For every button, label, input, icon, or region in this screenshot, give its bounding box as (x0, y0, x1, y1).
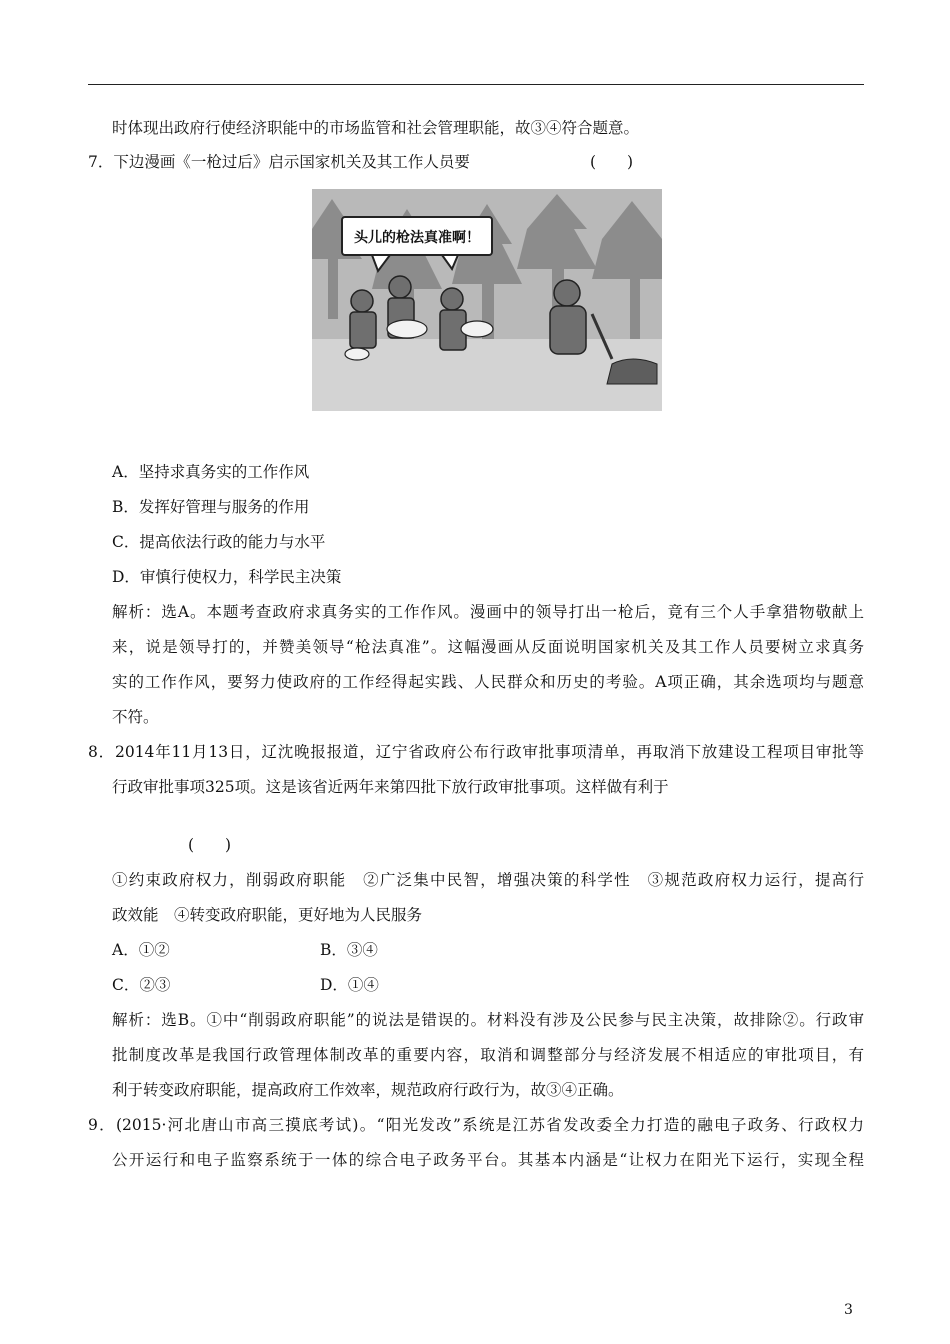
q8-answer-paren: ( ) (188, 836, 232, 854)
cartoon-image (312, 189, 662, 411)
header-rule (88, 84, 864, 85)
q7-analysis-line: 实的工作作风，要努力使政府的工作经得起实践、人民群众和历史的考验。A项正确，其余选项均与题意 (112, 673, 864, 691)
q8-statement-line: 政效能 ④转变政府职能，更好地为人民服务 (112, 906, 423, 924)
q7-analysis-line: 不符。 (112, 708, 159, 726)
q8-analysis-line: 批制度改革是我国行政管理体制改革的重要内容，取消和调整部分与经济发展不相适应的审批项目，有 (112, 1046, 864, 1064)
q9-stem-line: 9．(2015·河北唐山市高三摸底考试)。“阳光发改”系统是江苏省发改委全力打造的融电子政务、行政权力 (88, 1116, 864, 1134)
q8-option-d: D．①④ (320, 976, 379, 994)
q9-stem-line: 公开运行和电子监察系统于一体的综合电子政务平台。其基本内涵是“让权力在阳光下运行，实现全程 (112, 1151, 864, 1169)
q8-option-b: B．③④ (320, 941, 378, 959)
q7-option-d: D．审慎行使权力，科学民主决策 (112, 568, 342, 586)
q8-statement-line: ①约束政府权力，削弱政府职能 ②广泛集中民智，增强决策的科学性 ③规范政府权力运行，提高行 (112, 871, 864, 889)
q7-option-c: C．提高依法行政的能力与水平 (112, 533, 326, 551)
q8-stem-line: 8．2014年11月13日，辽沈晚报报道，辽宁省政府公布行政审批事项清单，再取消下放建设工程项目审批等 (88, 743, 864, 761)
q7-analysis-line: 来，说是领导打的，并赞美领导“枪法真准”。这幅漫画从反面说明国家机关及其工作人员要树立求真务 (112, 638, 864, 656)
q7-option-b: B．发挥好管理与服务的作用 (112, 498, 310, 516)
cartoon-caption: 头儿的枪法真准啊！ (354, 230, 480, 246)
q8-analysis-line: 解析：选B。①中“削弱政府职能”的说法是错误的。材料没有涉及公民参与民主决策，故排除②。行政审 (112, 1011, 864, 1029)
page-number: 3 (844, 1302, 853, 1318)
q8-option-c: C．②③ (112, 976, 171, 994)
q8-analysis-line: 利于转变政府职能，提高政府工作效率，规范政府行政行为，故③④正确。 (112, 1081, 624, 1099)
q7-option-a: A．坚持求真务实的工作作风 (112, 463, 310, 481)
q7-analysis-line: 解析：选A。本题考查政府求真务实的工作作风。漫画中的领导打出一枪后，竟有三个人手拿猎物敬献上 (112, 603, 864, 621)
q7-stem: 7．下边漫画《一枪过后》启示国家机关及其工作人员要 (88, 153, 470, 171)
continued-text: 时体现出政府行使经济职能中的市场监管和社会管理职能，故③④符合题意。 (112, 119, 640, 137)
q8-option-a: A．①② (112, 941, 170, 959)
q8-stem-line: 行政审批事项325项。这是该省近两年来第四批下放行政审批事项。这样做有利于 (112, 778, 669, 796)
q7-answer-paren: ( ) (590, 153, 634, 171)
